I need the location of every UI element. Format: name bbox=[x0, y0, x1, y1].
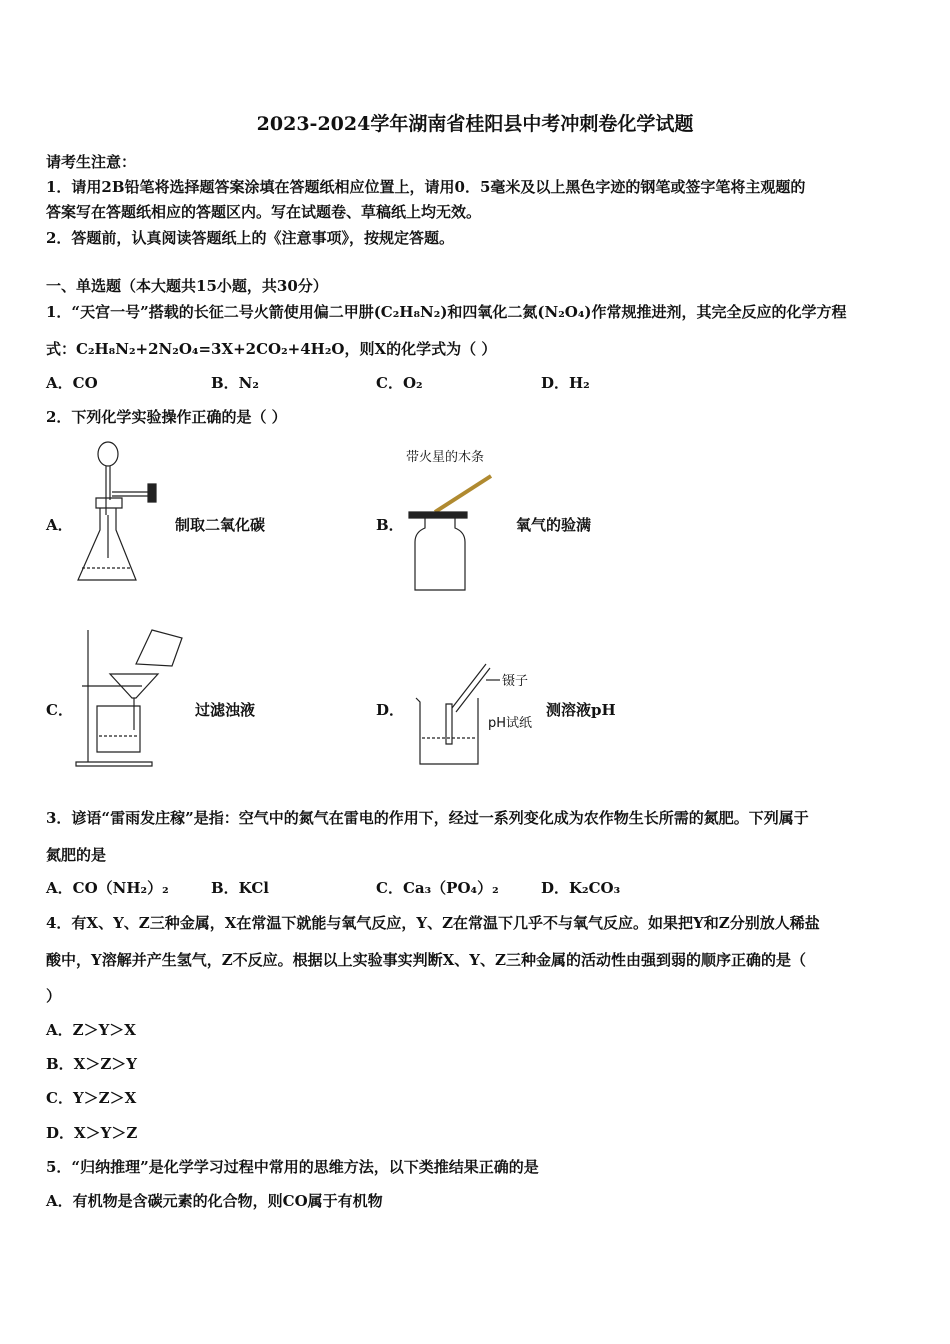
oxygen-test-figure bbox=[405, 470, 505, 595]
q1-option-b: B．N₂ bbox=[211, 374, 259, 392]
section-heading: 一、单选题（本大题共15小题，共30分） bbox=[46, 277, 328, 295]
q4-option-d: D．X＞Y＞Z bbox=[46, 1124, 138, 1142]
q2-b-fig-label: 带火星的木条 bbox=[406, 450, 485, 465]
q2-b-text: 氧气的验满 bbox=[516, 516, 592, 534]
q4-line-2: 酸中，Y溶解并产生氢气，Z不反应。根据以上实验事实判断X、Y、Z三种金属的活动性由强到弱的顺序正确的是（ bbox=[46, 951, 806, 969]
q3-option-a: A．CO（NH₂）₂ bbox=[46, 879, 169, 897]
q2-a-text: 制取二氧化碳 bbox=[175, 516, 266, 534]
q3-line-1: 3．谚语“雷雨发庄稼”是指：空气中的氮气在雷电的作用下，经过一系列变化成为农作物生长所需的氮肥。下列属于 bbox=[46, 809, 809, 827]
q2-stem: 2．下列化学实验操作正确的是（ ） bbox=[46, 408, 287, 426]
q4-line-1: 4．有X、Y、Z三种金属，X在常温下就能与氧气反应，Y、Z在常温下几乎不与氧气反应。如果把Y和Z分别放人稀盐 bbox=[46, 914, 820, 932]
q1-option-a: A．CO bbox=[46, 374, 98, 392]
q2-b-letter: B． bbox=[376, 516, 404, 534]
q2-d-text: 测溶液pH bbox=[546, 701, 616, 719]
q2-c-letter: C． bbox=[46, 701, 73, 719]
q1-line-1: 1．“天宫一号”搭载的长征二号火箭使用偏二甲肼(C₂H₈N₂)和四氧化二氮(N₂O₄)作常规推进剂，其完全反应的化学方程 bbox=[46, 303, 847, 321]
q4-option-c: C．Y＞Z＞X bbox=[46, 1089, 137, 1107]
page-title: 2023-2024学年湖南省桂阳县中考冲刺卷化学试题 bbox=[256, 113, 694, 135]
q2-a-letter: A． bbox=[46, 516, 73, 534]
notice-line-2: 2．答题前，认真阅读答题纸上的《注意事项》，按规定答题。 bbox=[46, 229, 454, 247]
q2-d-letter: D． bbox=[376, 701, 405, 719]
filtration-figure bbox=[72, 620, 197, 770]
q1-option-c: C．O₂ bbox=[376, 374, 423, 392]
q2-d-fig-label-tweezers: 镊子 bbox=[502, 674, 529, 689]
q3-option-c: C．Ca₃（PO₄）₂ bbox=[376, 879, 499, 897]
q1-option-d: D．H₂ bbox=[541, 374, 590, 392]
q1-line-2: 式：C₂H₈N₂+2N₂O₄=3X+2CO₂+4H₂O，则X的化学式为（ ） bbox=[46, 340, 497, 358]
q4-option-b: B．X＞Z＞Y bbox=[46, 1055, 137, 1073]
q4-line-3: ） bbox=[46, 987, 62, 1005]
q2-c-text: 过滤浊液 bbox=[195, 701, 256, 719]
q3-option-d: D．K₂CO₃ bbox=[541, 879, 621, 897]
q5-option-a: A．有机物是含碳元素的化合物，则CO属于有机物 bbox=[46, 1192, 383, 1210]
q2-d-fig-label-ph-paper: pH试纸 bbox=[488, 716, 533, 731]
q5-stem: 5．“归纳推理”是化学学习过程中常用的思维方法，以下类推结果正确的是 bbox=[46, 1158, 539, 1176]
notice-line-1b: 答案写在答题纸相应的答题区内。写在试题卷、草稿纸上均无效。 bbox=[46, 203, 482, 221]
q3-line-2: 氮肥的是 bbox=[46, 846, 107, 864]
notice-line-1: 1．请用2B铅笔将选择题答案涂填在答题纸相应位置上，请用0．5毫米及以上黑色字迹的钢笔或签字笔将主观题的 bbox=[46, 178, 806, 196]
q4-option-a: A．Z＞Y＞X bbox=[46, 1021, 136, 1039]
q3-option-b: B．KCl bbox=[211, 879, 269, 897]
co2-apparatus-figure bbox=[72, 440, 172, 595]
notice-heading: 请考生注意： bbox=[46, 153, 137, 171]
